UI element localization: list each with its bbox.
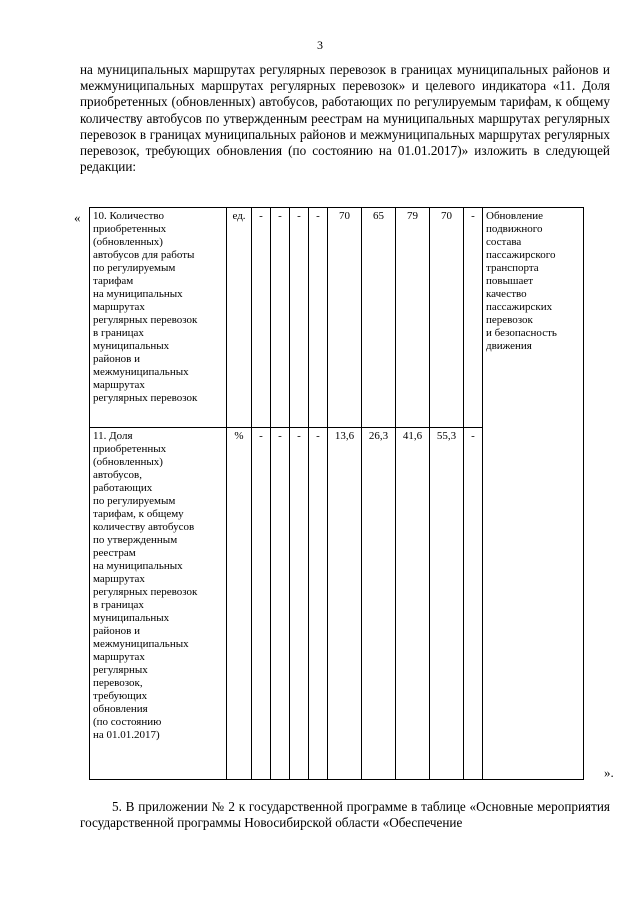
indicators-table (89, 207, 584, 780)
opening-quote: « (74, 210, 81, 225)
indicator-name: 11. Доля приобретенных (обновленных) автобусов, работающих по регулируемым тарифам, к общему количеству автобусов по утвержденным реестрам на муниципальных маршрутах регулярных перевозок в границах муниципальных районов и межмуниципальных маршрутах регулярных перевозок, требующих обновления (по состоянию на 01.01.2017) (90, 428, 227, 780)
value-cell: 55,3 (430, 428, 464, 780)
unit-cell: ед. (227, 208, 252, 428)
page-number: 3 (317, 38, 323, 52)
value-cell: - (464, 208, 483, 428)
outro-text: 5. В приложении № 2 к государственной программе в таблице «Основные мероприятия государственной программы Новосибирской области «Обеспечение (80, 799, 610, 831)
value-cell: - (290, 208, 309, 428)
expected-result: Обновление подвижного состава пассажирского транспорта повышает качество пассажирских перевозок и безопасность движения (483, 208, 584, 780)
closing-quote: ». (604, 765, 614, 780)
value-cell: - (271, 208, 290, 428)
value-cell: - (290, 428, 309, 780)
unit-cell: % (227, 428, 252, 780)
table-row (90, 208, 584, 428)
value-cell: - (252, 208, 271, 428)
value-cell: 79 (396, 208, 430, 428)
value-cell: - (309, 208, 328, 428)
value-cell: - (252, 428, 271, 780)
value-cell: - (464, 428, 483, 780)
value-cell: 13,6 (328, 428, 362, 780)
value-cell: 65 (362, 208, 396, 428)
value-cell: 41,6 (396, 428, 430, 780)
value-cell: 70 (430, 208, 464, 428)
intro-text: на муниципальных маршрутах регулярных перевозок в границах муниципальных районов и межмуниципальных маршрутах регулярных перевозок» и целевого индикатора «11. Доля приобретенных (обновленных) автобусов, работающих по регулируемым тарифам, к общему количеству автобусов по утвержденным реестрам на муниципальных маршрутах регулярных перевозок в границах муниципальных районов и межмуниципальных маршрутах регулярных перевозок, требующих обновления (по состоянию на 01.01.2017)» изложить в следующей редакции: (80, 62, 610, 175)
value-cell: 70 (328, 208, 362, 428)
value-cell: - (271, 428, 290, 780)
value-cell: - (309, 428, 328, 780)
outro-paragraph (80, 799, 610, 831)
indicator-name: 10. Количество приобретенных (обновленных) автобусов для работы по регулируемым тарифам на муниципальных маршрутах регулярных перевозок в границах муниципальных районов и межмуниципальных маршрутах регулярных перевозок (90, 208, 227, 428)
value-cell: 26,3 (362, 428, 396, 780)
intro-paragraph (80, 62, 610, 175)
